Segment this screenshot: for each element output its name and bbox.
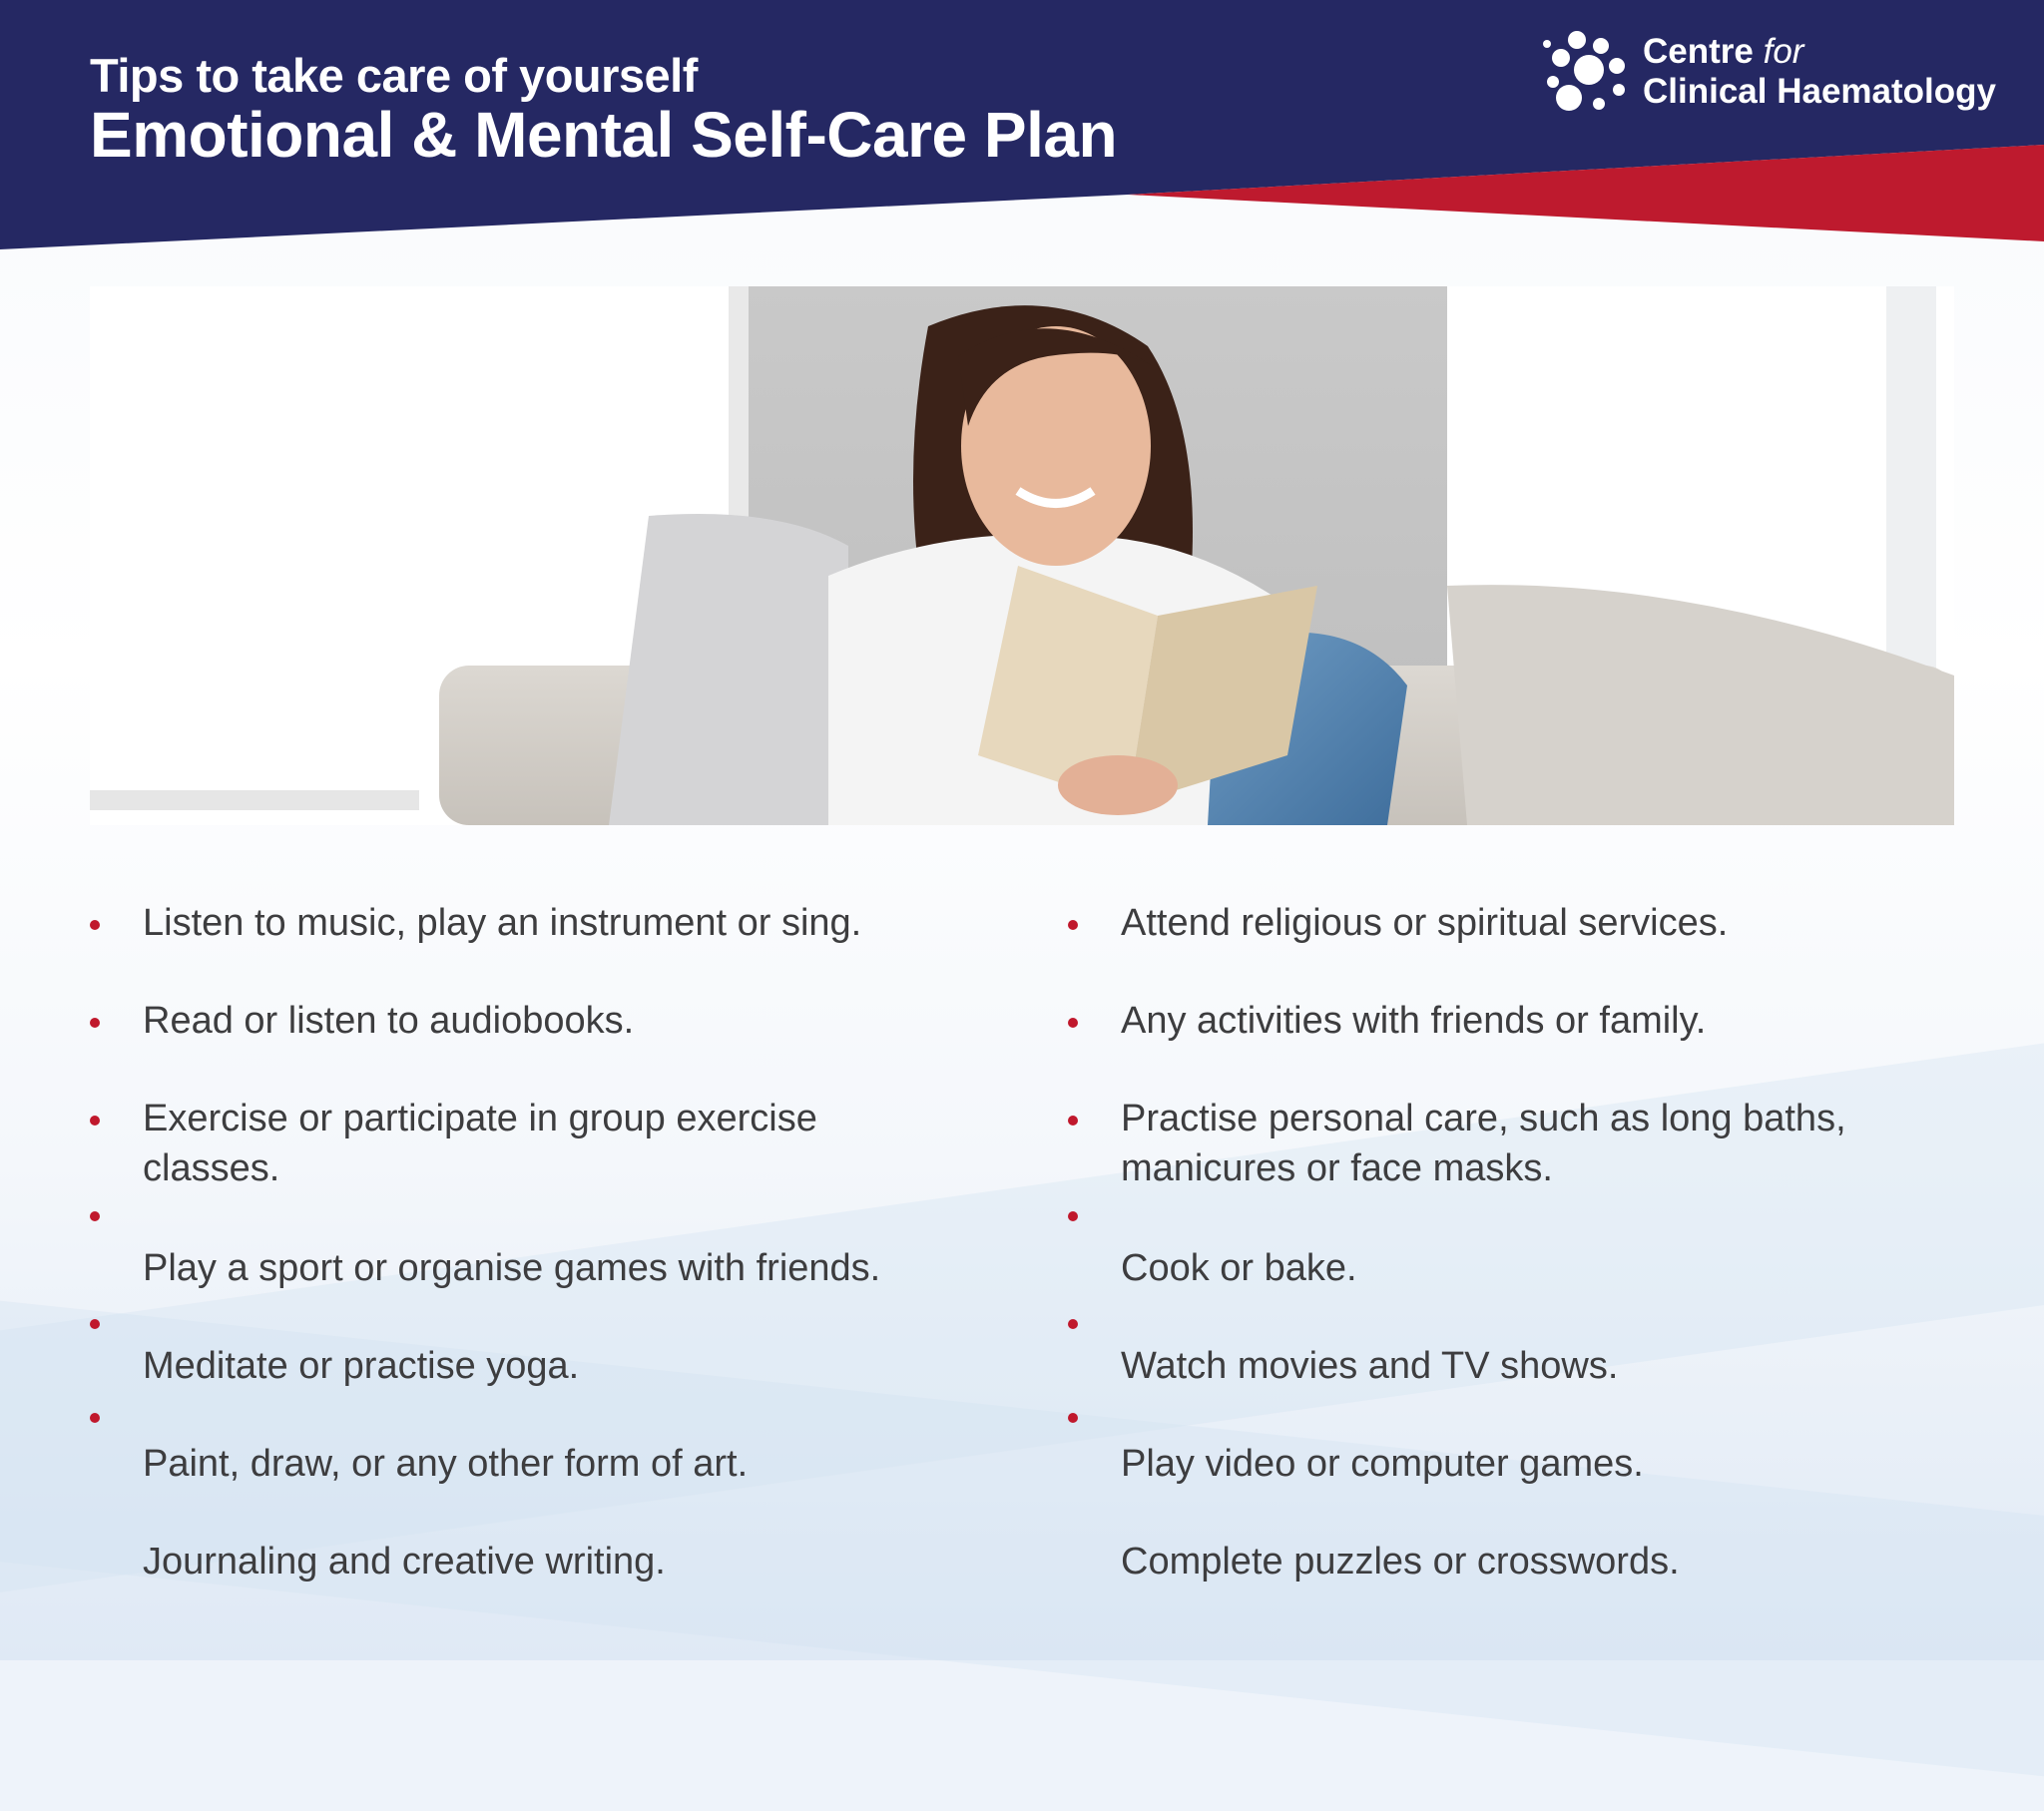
tip-text: Listen to music, play an instrument or sing. <box>143 902 862 944</box>
header-banner <box>0 0 2044 249</box>
bullet-icon <box>1068 1413 1078 1423</box>
tip-text: Play video or computer games. <box>1121 1443 1644 1485</box>
tip-text: Practise personal care, such as long baths, manicures or face masks. <box>1121 1098 1846 1189</box>
hero-photo <box>90 286 1954 825</box>
bullet-icon <box>90 1211 100 1221</box>
tip-text: Watch movies and TV shows. <box>1121 1345 1619 1387</box>
tip-text: Cook or bake. <box>1121 1247 1357 1289</box>
tip-text: Complete puzzles or crosswords. <box>1121 1541 1680 1583</box>
bullet-icon <box>1068 1018 1078 1028</box>
tip-text: Read or listen to audiobooks. <box>143 1000 635 1042</box>
logo-text-line2: Clinical Haematology <box>1643 72 1996 111</box>
logo <box>1539 28 2008 120</box>
page-title: Emotional & Mental Self-Care Plan <box>90 99 1118 171</box>
bullet-icon <box>1068 920 1078 930</box>
bullet-icon <box>90 1116 100 1126</box>
woman-reading-illustration <box>90 286 1954 825</box>
tip-text: Exercise or participate in group exercise classes. <box>143 1098 817 1189</box>
bullet-icon <box>1068 1211 1078 1221</box>
tip-text: Meditate or practise yoga. <box>143 1345 580 1387</box>
bullet-icon <box>1068 1116 1078 1126</box>
header-subtitle: Tips to take care of yourself <box>90 49 698 102</box>
tip-text: Journaling and creative writing. <box>143 1541 666 1583</box>
logo-text-line1: Centre for <box>1643 32 1804 71</box>
tip-text: Play a sport or organise games with friends. <box>143 1247 881 1289</box>
bullet-icon <box>1068 1319 1078 1329</box>
tip-text: Paint, draw, or any other form of art. <box>143 1443 749 1485</box>
tip-text: Attend religious or spiritual services. <box>1121 902 1729 944</box>
dots-cluster-icon <box>1539 28 1629 118</box>
bullet-icon <box>90 1413 100 1423</box>
bullet-icon <box>90 920 100 930</box>
bullet-icon <box>90 1319 100 1329</box>
bullet-icon <box>90 1018 100 1028</box>
tip-text: Any activities with friends or family. <box>1121 1000 1707 1042</box>
